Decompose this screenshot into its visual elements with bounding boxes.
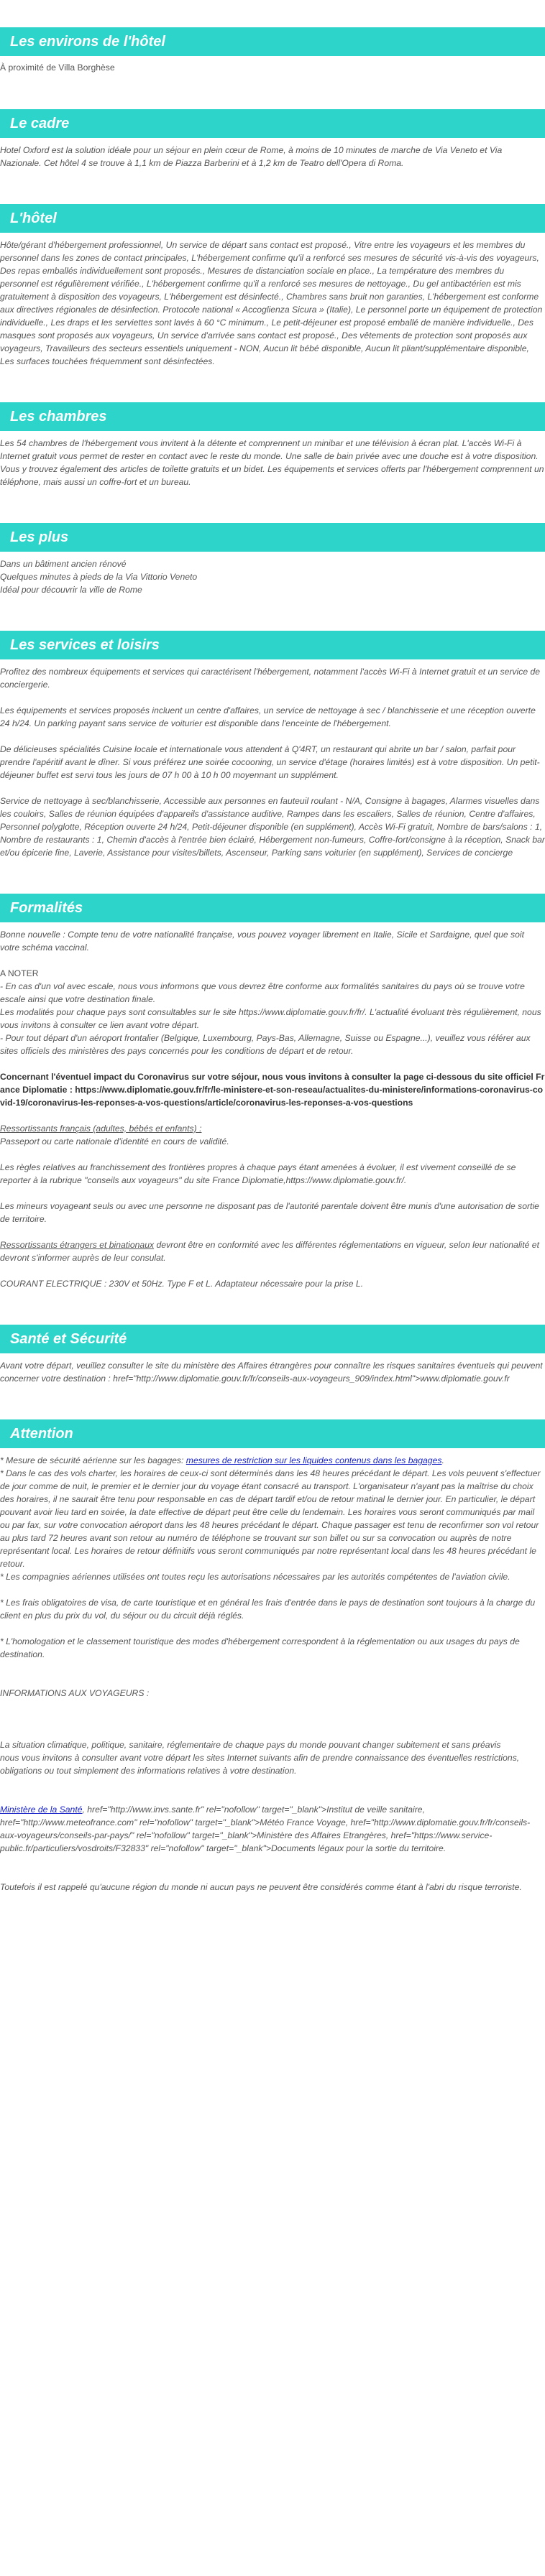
baggage-security-suffix: . <box>441 1455 444 1465</box>
section-title-chambres: Les chambres <box>0 402 545 431</box>
services-paragraph: Service de nettoyage à sec/blanchisserie, Accessible aux personnes en fauteuil roulant - N/A, Consigne à bagages, Alarmes visuelles dans les couloirs, Salles de réunion équipées d'appareils d'assistance auditive, Rampes dans les escaliers, Salles de réunion, Centre d'affaires, Personnel polyglotte, Réception ouverte 24 h/24, Petit-déjeuner disponible (en supplément), Accès Wi-Fi gratuit, Nombre de bars/salons : 1, Nombre de restaurants : 1, Chemin d'accès à l'entrée bien éclairé, Hébergement non-fumeurs, Coffre-fort/consigne à la réception, Snack bar et/ou épicerie fine, Laverie, Assistance pour visites/billets, Ascenseur, Parking sans voiturier (en supplément), Services de concierge <box>0 796 545 858</box>
foreign-nationals-text <box>0 1238 545 1264</box>
baggage-security-prefix: * Mesure de sécurité aérienne sur les bagages: <box>0 1455 186 1465</box>
plus-item: Idéal pour découvrir la ville de Rome <box>0 585 142 595</box>
section-title-formalites: Formalités <box>0 894 545 922</box>
section-title-cadre: Le cadre <box>0 109 545 138</box>
homologation-text: * L'homologation et le classement touristique des modes d'hébergement correspondent à la réglementation ou aux usages du pays de destination. <box>0 1636 520 1659</box>
liquids-restriction-link[interactable]: mesures de restriction sur les liquides contenus dans les bagages <box>186 1455 442 1465</box>
plus-item: Dans un bâtiment ancien rénové <box>0 559 127 569</box>
minors-text: Les mineurs voyageant seuls ou avec une personne ne disposant pas de l'autorité parentale doivent être munis d'une autorisation de sortie de territoire. <box>0 1201 539 1224</box>
section-title-environs: Les environs de l'hôtel <box>0 27 545 56</box>
services-paragraph: De délicieuses spécialités Cuisine locale et internationale vous attendent à Q'4RT, un restaurant qui abrite un bar / salon, parfait pour prendre l'apéritif avant le dîner. Si vous préférez une soirée cocooning, un service d'étage (horaires limités) est à votre disposition. Un petit-déjeuner buffet est servi tous les jours de 07 h 00 à 10 h 00 moyennant un supplément. <box>0 744 540 780</box>
visa-fees-text: * Les frais obligatoires de visa, de carte touristique et en général les frais d'entrée dans le pays de destination sont toujours à la charge du client en plus du prix du vol, du séjour ou du circuit déjà réglés. <box>0 1598 536 1621</box>
electric-current-text: COURANT ELECTRIQUE : 230V et 50Hz. Type F et L. Adaptateur nécessaire pour la prise L. <box>0 1279 364 1289</box>
notice-line: Les modalités pour chaque pays sont consultables sur le site https://www.diplomatie.gouv.fr/fr/. L'actualité évoluant très régulièrement, nous vous invitons à consulter ce lien avant votre départ. <box>0 1007 541 1030</box>
french-nationals-label: Ressortissants français (adultes, bébés et enfants) : <box>0 1123 202 1134</box>
section-title-sante: Santé et Sécurité <box>0 1325 545 1353</box>
chambres-text: Les 54 chambres de l'hébergement vous invitent à la détente et comprennent un minibar et une télévision à écran plat. L'accès Wi-Fi à Internet gratuit vous permet de rester en contact avec le reste du monde. Une salle de bain privée avec une douche est à votre disposition. Vous y trouvez également des articles de toilette gratuits et un bidet. Les équipements et services offerts par l'hébergement comprennent un téléphone, mais aussi un coffre-fort et un bureau. <box>0 438 544 487</box>
coronavirus-notice: Concernant l'éventuel impact du Coronavirus sur votre séjour, nous vous invitons à consulter la page ci-dessous du site officiel France Diplomatie : https://www.diplomatie.gouv.fr/fr/le-ministere-et-son-reseau/actualites-du-ministere/informations-coronavirus-covid-19/coronavirus-les-reponses-a-vos-questions/article/coronavirus-les-reponses-a-vos-questions <box>0 1072 545 1108</box>
useful-sites-list: , href="http://www.invs.sante.fr" rel="nofollow" target="_blank">Institut de veille sanitaire, href="http://www.meteofrance.com" rel="nofollow" target="_blank">Météo France Voyage, href="http://www.diplomatie.gouv.fr/fr/conseils-aux-voyageurs/conseils-par-pays/" rel="nofollow" target="_blank">Ministère des Affaires Etrangères, href="https://www.service-public.fr/particuliers/vosdroits/F32833" rel="nofollow" target="_blank">Documents légaux pour la sortie du territoire. <box>0 1804 531 1853</box>
formalites-paragraph: Bonne nouvelle : Compte tenu de votre nationalité française, vous pouvez voyager librement en Italie, Sicile et Sardaigne, quel que soit votre schéma vaccinal. <box>0 930 524 953</box>
plus-item: Quelques minutes à pieds de la Via Vittorio Veneto <box>0 572 198 582</box>
cadre-text: Hotel Oxford est la solution idéale pour un séjour en plein cœur de Rome, à moins de 10 minutes de marche de Via Veneto et Via Nazionale. Cet hôtel 4 se trouve à 1,1 km de Piazza Barberini et à 1,2 km de Teatro dell'Opera di Roma. <box>0 145 503 168</box>
airlines-text: * Les compagnies aériennes utilisées ont toutes reçu les autorisations nécessaires par les autorités compétentes de l'aviation civile. <box>0 1572 510 1582</box>
services-paragraph: Profitez des nombreux équipements et services qui caractérisent l'hébergement, notamment l'accès Wi-Fi à Internet gratuit et un service de conciergerie. <box>0 667 541 690</box>
notice-line: - En cas d'un vol avec escale, nous vous informons que vous devrez être conforme aux formalités sanitaires du pays où se trouve votre escale ainsi que votre destination finale. <box>0 981 525 1004</box>
border-rules-text: Les règles relatives au franchissement des frontières propres à chaque pays étant amenées à évoluer, il est vivement conseillé de se reporter à la rubrique "conseils aux voyageurs" du site France Diplomatie,https://www.diplomatie.gouv.fr/. <box>0 1162 516 1185</box>
french-nationals-text: Passeport ou carte nationale d'identité en cours de validité. <box>0 1136 229 1146</box>
travelers-info-label: INFORMATIONS AUX VOYAGEURS : <box>0 1688 150 1698</box>
situation-text: La situation climatique, politique, sanitaire, réglementaire de chaque pays du monde pouvant changer subitement et sans préavis <box>0 1740 501 1750</box>
charter-schedule-text: * Dans le cas des vols charter, les horaires de ceux-ci sont déterminés dans les 48 heures précédant le départ. Les vols peuvent s'effectuer de jour comme de nuit, le premier et le dernier jour du voyage étant consacré au transport. L'organisateur n'ayant pas la maîtrise du choix des horaires, il ne saurait être tenu pour responsable en cas de départ tardif et/ou de retour matinal le dernier jour. En particulier, le départ pouvant avoir lieu tard en soirée, la date effective de départ peut être celle du lendemain. Les horaires vous seront communiqués par mail ou par fax, sur votre convocation aéroport dans les 48 heures précédant le départ. Chaque passager est tenu de reconfirmer son vol retour au plus tard 72 heures avant son retour au numéro de téléphone se trouvant sur son billet ou sur sa convocation ou auprès de notre représentant local. Les horaires de retour définitifs vous seront communiqués par notre représentant local dans les 48 heures précédant le retour. <box>0 1468 541 1569</box>
notice-line: - Pour tout départ d'un aéroport frontalier (Belgique, Luxembourg, Pays-Bas, Allemagne, Suisse ou Espagne...), veuillez vous référer aux sites officiels des ministères des pays concernés pour les conditions de départ et de retour. <box>0 1033 531 1056</box>
sante-text: Avant votre départ, veuillez consulter le site du ministère des Affaires étrangères pour connaître les risques sanitaires éventuels qui peuvent concerner votre destination : href="http://www.diplomatie.gouv.fr/fr/conseils-aux-voyageurs_909/index.html">www.diplomatie.gouv.fr <box>0 1361 543 1384</box>
notice-label: A NOTER <box>0 968 39 978</box>
foreign-nationals-body: devront être en conformité avec les différentes réglementations en vigueur, selon leur nationalité et devront s'informer auprès de leur consulat. <box>0 1240 539 1263</box>
terrorism-warning-text: Toutefois il est rappelé qu'aucune région du monde ni aucun pays ne peuvent être considérés comme étant à l'abri du risque terroriste. <box>0 1882 522 1892</box>
section-title-services: Les services et loisirs <box>0 631 545 659</box>
section-title-plus: Les plus <box>0 523 545 552</box>
hotel-text: Hôte/gérant d'hébergement professionnel, Un service de départ sans contact est proposé., Vitre entre les voyageurs et les membres du personnel dans les zones de contact principales, L'hébergement confirme qu'il a renforcé ses mesures de sécurité vis-à-vis des voyageurs, Des repas emballés individuellement sont proposés., Mesures de distanciation sociale en place., La température des membres du personnel est régulièrement vérifiée., L'hébergement confirme qu'il a renforcé ses mesures de nettoyage., Du gel antibactérien est mis gratuitement à disposition des voyageurs, L'hébergement est désinfecté., Chambres sans bruit non garanties, L'hébergement est conforme aux directives régionales de désinfection. Protocole national « Accoglienza Sicura » (Italie), Le personnel porte un équipement de protection individuelle., Les draps et les serviettes sont lavés à 60 °C minimum., Le petit-déjeuner est proposé emballé de manière individuelle., Des masques sont proposés aux voyageurs, Un service d'arrivée sans contact est proposé., Des vêtements de protection sont proposés aux voyageurs, Travailleurs des secteurs essentiels uniquement - NON, Aucun lit bébé disponible, Aucun lit pliant/supplémentaire disponible, Les surfaces touchées fréquemment sont désinfectées. <box>0 240 543 366</box>
invitation-text: nous vous invitons à consulter avant votre départ les sites Internet suivants afin de prendre connaissance des éventuelles restrictions, obligations ou tout simplement des informations relatives à votre destination. <box>0 1753 520 1776</box>
section-title-hotel: L'hôtel <box>0 204 545 233</box>
section-title-attention: Attention <box>0 1419 545 1448</box>
foreign-nationals-label: Ressortissants étrangers et binationaux <box>0 1240 155 1250</box>
health-ministry-link[interactable]: Ministère de la Santé <box>0 1804 83 1815</box>
environs-text: À proximité de Villa Borghèse <box>0 62 115 73</box>
services-paragraph: Les équipements et services proposés incluent un centre d'affaires, un service de nettoyage à sec / blanchisserie et une réception ouverte 24 h/24. Un parking payant sans service de voiturier est disponible dans l'enceinte de l'hébergement. <box>0 705 536 728</box>
baggage-security-text <box>0 1454 545 1467</box>
useful-sites-text <box>0 1803 545 1855</box>
